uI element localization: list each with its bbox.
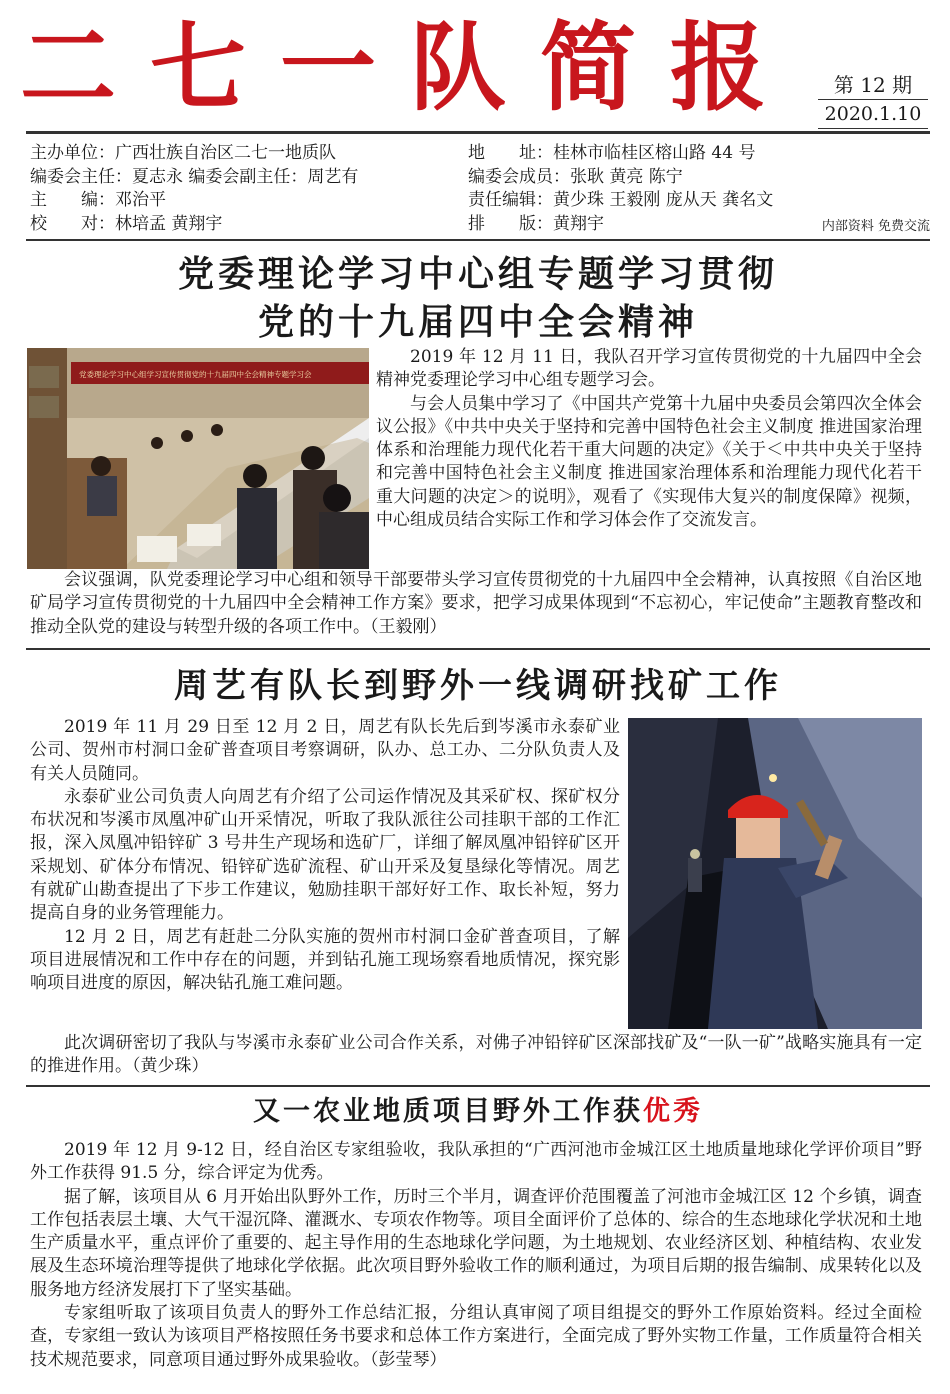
mine-photo-illustration bbox=[628, 718, 922, 1029]
article2-rule bbox=[26, 1085, 930, 1087]
article1-title-line2: 党的十九届四中全会精神 bbox=[257, 302, 698, 343]
info-chief-editor: 主 编：邓治平 bbox=[30, 190, 166, 210]
article1-title-line1: 党委理论学习中心组专题学习贯彻 bbox=[177, 254, 778, 295]
info-sponsor: 主办单位：广西壮族自治区二七一地质队 bbox=[30, 143, 336, 163]
article1-intro-text bbox=[376, 346, 922, 532]
info-address: 地 址：桂林市临桂区榕山路 44 号 bbox=[468, 143, 756, 163]
article1-meeting-photo bbox=[27, 348, 369, 569]
issue-box bbox=[818, 72, 928, 129]
article3-paragraph: 专家组听取了该项目负责人的野外工作总结汇报，分组认真审阅了项目组提交的野外工作原始资料。经过全面检查，专家组一致认为该项目严格按照任务书要求和总体工作方案进行，全面完成了野外实物工作量，工作质量符合相关技术规范要求，同意项目通过野外成果验收。（彭莹琴） bbox=[30, 1303, 922, 1370]
article2-paragraph: 12 月 2 日，周艺有赶赴二分队实施的贺州市村洞口金矿普查项目，了解项目进展情况和工作中存在的问题，并到钻孔施工现场察看地质情况，探究影响项目进度的原因，解决钻孔施工难问题。 bbox=[30, 926, 620, 994]
article2-closing-paragraph: 此次调研密切了我队与岑溪市永泰矿业公司合作关系，对佛子冲铅锌矿区深部找矿及“一队一矿”战略实施具有一定的推进作用。（黄少珠） bbox=[30, 1033, 922, 1077]
article1-rule bbox=[26, 648, 930, 650]
info-row bbox=[30, 213, 930, 237]
article3-title-emphasis: 优秀 bbox=[643, 1096, 703, 1127]
info-row bbox=[30, 166, 930, 190]
info-row bbox=[30, 189, 930, 213]
info-committee-members: 编委会成员：张耿 黄亮 陈宁 bbox=[468, 166, 683, 187]
issue-number: 第 12 期 bbox=[818, 72, 928, 100]
article2-closing-text bbox=[30, 1032, 922, 1079]
article3-paragraph: 2019 年 12 月 9-12 日，经自治区专家组验收，我队承担的“广西河池市金城江区土地质量地球化学评价项目”野外工作获得 91.5 分，综合评定为优秀。 bbox=[30, 1140, 922, 1184]
photo-banner-text: 党委理论学习中心组学习宣传贯彻党的十九届四中全会精神专题学习会 bbox=[79, 370, 312, 379]
article1-paragraph: 2019 年 12 月 11 日，我队召开学习宣传贯彻党的十九届四中全会精神党委理论学习中心组专题学习会。 bbox=[376, 347, 922, 391]
editorial-info bbox=[30, 142, 930, 236]
info-rule bbox=[26, 239, 930, 241]
info-internal-note: 内部资料 免费交流 bbox=[821, 218, 930, 234]
article3-title bbox=[26, 1094, 930, 1130]
info-committee-chair: 编委会主任：夏志永 编委会副主任：周艺有 bbox=[30, 166, 359, 187]
masthead-rule bbox=[26, 131, 930, 134]
masthead-title: 二七一队简报 bbox=[20, 12, 800, 124]
article1-paragraph: 与会人员集中学习了《中国共产党第十九届中央委员会第四次全体会议公报》《中共中央关于坚持和完善中国特色社会主义制度 推进国家治理体系和治理能力现代化若干重大问题的决定》《关于＜中共中央关于坚持和完善中国特色社会主义制度 推进国家治理体系和治理能力现代化若干重大问题的决定＞的说明》，观看了《实现伟大复兴的制度保障》视频，中心组成员结合实际工作和学习体会作了交流发言。 bbox=[376, 393, 922, 531]
article3-paragraph: 据了解，该项目从 6 月开始出队野外工作，历时三个半月，调查评价范围覆盖了河池市金城江区 12 个乡镇，调查工作包括表层土壤、大气干湿沉降、灌溉水、专项农作物等。项目全面评价了总体的、综合的生态地球化学状况和土地生产质量水平，重点评价了重要的、起主导作用的生态地球化学问题，为土地规划、农业经济区划、种植结构、农业发展及生态环境治理等提供了地球化学依据。此次项目野外验收工作的顺利通过，为项目后期的报告编制、成果转化以及服务地方经济发展打下了坚实基础。 bbox=[30, 1186, 922, 1300]
info-editors: 责任编辑：黄少珠 王毅刚 庞从天 龚名文 bbox=[468, 190, 774, 210]
article3-title-main: 又一农业地质项目野外工作获 bbox=[253, 1096, 643, 1127]
info-proofreaders: 校 对：林培孟 黄翔宇 bbox=[30, 213, 223, 234]
article2-mine-photo bbox=[628, 718, 922, 1029]
article2-paragraph: 永泰矿业公司负责人向周艺有介绍了公司运作情况及其采矿权、探矿权分布状况和岑溪市凤凰冲矿山开采情况，听取了我队派往公司挂职干部的工作汇报，深入凤凰冲铅锌矿 3 号井生产现场和选矿厂，详细了解凤凰冲铅锌矿区开采规划、矿体分布情况、铅锌矿选矿流程、矿山开采及复垦绿化等情况。周艺有就矿山勘查提出了下步工作建议，勉励挂职干部好好工作、取长补短，努力提高自身的业务管理能力。 bbox=[30, 786, 620, 924]
article1-closing-text bbox=[30, 569, 922, 639]
article2-title: 周艺有队长到野外一线调研找矿工作 bbox=[174, 666, 782, 706]
meeting-photo-illustration bbox=[27, 348, 369, 569]
article2-paragraph: 2019 年 11 月 29 日至 12 月 2 日，周艺有队长先后到岑溪市永泰矿业公司、贺州市村洞口金矿普查项目考察调研，队办、总工办、二分队负责人及有关人员随同。 bbox=[30, 717, 620, 784]
info-row bbox=[30, 142, 930, 166]
article3-body-text bbox=[30, 1139, 922, 1372]
issue-date: 2020.1.10 bbox=[818, 100, 928, 129]
article2-body-text bbox=[30, 716, 620, 996]
info-layout: 排 版：黄翔宇 bbox=[468, 213, 604, 234]
article1-closing-paragraph: 会议强调，队党委理论学习中心组和领导干部要带头学习宣传贯彻党的十九届四中全会精神，认真按照《自治区地矿局学习宣传贯彻党的十九届四中全会精神工作方案》要求，把学习成果体现到“不忘初心，牢记使命”主题教育整改和推动全队党的建设与转型升级的各项工作中。（王毅刚） bbox=[30, 570, 922, 637]
